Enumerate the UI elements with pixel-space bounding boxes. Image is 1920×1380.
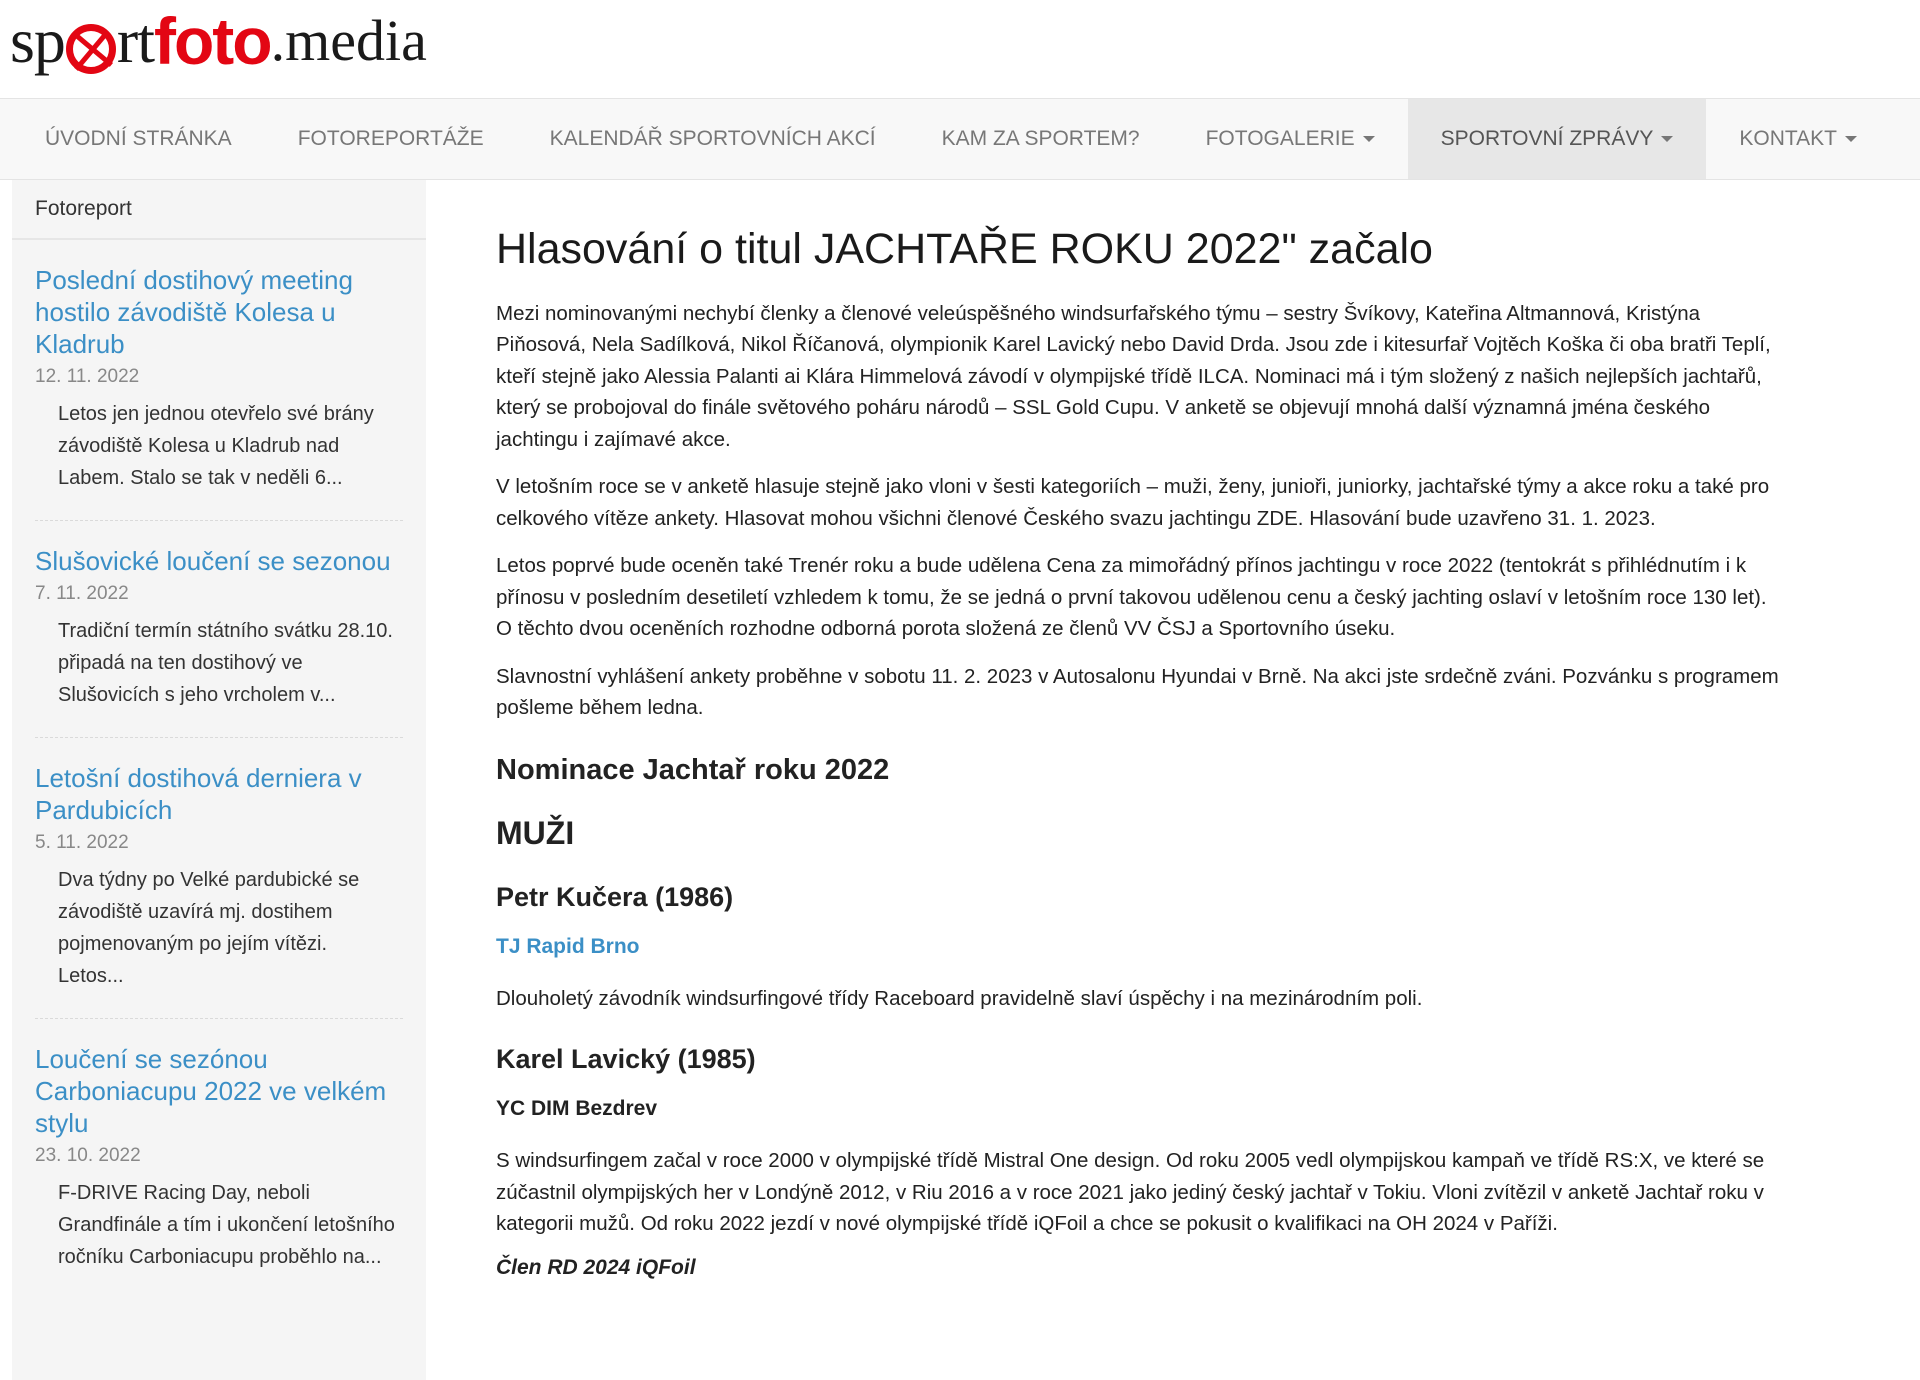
sidebar-article-date: 23. 10. 2022 [35, 1145, 141, 1166]
caret-down-icon [1363, 136, 1375, 142]
sidebar-article [35, 240, 403, 521]
article-paragraph: Mezi nominovanými nechybí členky a členové veleúspěšného windsurfařského týmu – sestry Švíkovy, Kateřina Altmannová, Kristýna Piňosová, Nela Sadílková, Nikol Říčanová, olympionik Karel Lavický nebo David Drda. Jsou zde i kitesurfař Vojtěch Koška či oba bratři Teplí, kteří stejně jako Alessia Palanti ai Klára Himmelová závodí v olympijské třídě ILCA. Nominaci má i tým složený z našich nejlepších jachtařů, který se probojoval do finále světového poháru národů – SSL Gold Cupu. V anketě se objevují mnohá další významná jména českého jachtingu i zajímavé akce. [496, 301, 1771, 451]
nav-item-home[interactable] [12, 99, 265, 179]
sidebar-article-excerpt: F-DRIVE Racing Day, neboli Grandfinále a tím i ukončení letošního ročníku Carboniacupu proběhlo na... [58, 1182, 395, 1268]
sidebar-article-date: 7. 11. 2022 [35, 583, 129, 604]
sidebar-article-excerpt: Letos jen jednou otevřelo své brány závodiště Kolesa u Kladrub nad Labem. Stalo se tak v neděli 6... [58, 403, 374, 489]
sidebar-article-title-link[interactable]: Loučení se sezónou Carboniacupu 2022 ve velkém stylu [35, 1044, 387, 1138]
sidebar-article-title-link[interactable]: Slušovické loučení se sezonou [35, 546, 391, 576]
nominee-club: YC DIM Bezdrev [496, 1097, 658, 1121]
caret-down-icon [1845, 136, 1857, 142]
nav-label: FOTOGALERIE [1205, 127, 1355, 150]
category-heading: MUŽI [496, 814, 575, 851]
sidebar-article-list [12, 240, 426, 1299]
article-paragraph: Slavnostní vyhlášení ankety proběhne v sobotu 11. 2. 2023 v Autosalonu Hyundai v Brně. Na akci jste srdečně zváni. Pozvánku s programem pošleme během ledna. [496, 664, 1779, 720]
sidebar-article-title-link[interactable]: Letošní dostihová derniera v Pardubicích [35, 763, 362, 825]
sidebar-article [35, 521, 403, 738]
article [426, 180, 1786, 1380]
sidebar-heading: Fotoreport [12, 180, 426, 240]
nominee-club-link[interactable]: TJ Rapid Brno [496, 934, 640, 958]
site-logo[interactable] [10, 0, 578, 82]
sidebar [12, 180, 426, 1380]
caret-down-icon [1661, 136, 1673, 142]
logo-text-media: .media [270, 8, 427, 73]
nav-label: ÚVODNÍ STRÁNKA [45, 127, 232, 150]
nominee-note: Člen RD 2024 iQFoil [496, 1255, 696, 1279]
sidebar-article [35, 738, 403, 1019]
article-title: Hlasování o titul JACHTAŘE ROKU 2022" začalo [496, 225, 1433, 273]
nav-label: FOTOREPORTÁŽE [297, 127, 484, 150]
nav-item-contact[interactable] [1706, 99, 1890, 179]
logo-text-foto: foto [154, 4, 271, 78]
nav-label: KALENDÁŘ SPORTOVNÍCH AKCÍ [549, 127, 876, 150]
nominee-name: Karel Lavický (1985) [496, 1044, 756, 1075]
nav-label: KONTAKT [1739, 127, 1837, 150]
content-area [0, 180, 1920, 1380]
site-header [0, 0, 1920, 98]
nav-item-sports-news[interactable] [1408, 99, 1707, 179]
nominations-heading: Nominace Jachtař roku 2022 [496, 753, 890, 786]
nominee-description: S windsurfingem začal v roce 2000 v olympijské třídě Mistral One design. Od roku 2005 vedl olympijskou kampaň ve třídě RS:X, ve které se zúčastnil olympijských her v Londýně 2012, v Riu 2016 a v roce 2021 jako jediný český jachtař v Tokiu. Vloni zvítězil v anketě Jachtař roku v kategorii mužů. Od roku 2022 jezdí v nové olympijské třídě iQFoil a chce se pokusit o kvalifikaci na OH 2024 v Paříži. [496, 1149, 1765, 1236]
nav-item-calendar[interactable] [517, 99, 909, 179]
nominee-name: Petr Kučera (1986) [496, 881, 734, 912]
camera-aperture-icon [66, 24, 116, 74]
logo-text-rt: rt [116, 5, 154, 76]
sidebar-article-excerpt: Dva týdny po Velké pardubické se závodiště uzavírá mj. dostihem pojmenovaným po jejím vítězi. Letos... [58, 869, 360, 987]
nav-label: KAM ZA SPORTEM? [941, 127, 1140, 150]
sidebar-article-date: 12. 11. 2022 [35, 366, 140, 387]
logo-text-sp: sp [10, 5, 65, 76]
nav-label: SPORTOVNÍ ZPRÁVY [1440, 127, 1654, 150]
nav-item-photoreports[interactable] [265, 99, 517, 179]
nominee-description: Dlouholetý závodník windsurfingové třídy Raceboard pravidelně slaví úspěchy i na mezinárodním poli. [496, 986, 1423, 1010]
nav-item-where-to-sport[interactable] [909, 99, 1173, 179]
article-paragraph: V letošním roce se v anketě hlasuje stejně jako vloni v šesti kategoriích – muži, ženy, junioři, juniorky, jachtařské týmy a akce roku a také pro celkového vítěze ankety. Hlasovat mohou všichni členové Českého svazu jachtingu ZDE. Hlasování bude uzavřeno 31. 1. 2023. [496, 475, 1770, 530]
sidebar-article [35, 1019, 403, 1299]
main-navigation [0, 98, 1920, 180]
nav-item-photogallery[interactable] [1173, 99, 1408, 179]
article-paragraph: Letos poprvé bude oceněn také Trenér roku a bude udělena Cena za mimořádný přínos jachtingu v roce 2022 (tentokrát s přihlédnutím i k přínosu v posledním desetiletí vzhledem k tomu, že se jedná o první takovou udělenou cenu a český jachting oslaví v letošním roce 130 let). O těchto dvou oceněních rozhodne odborná porota složená ze členů VV ČSJ a Sportovního úseku. [496, 554, 1767, 641]
sidebar-article-title-link[interactable]: Poslední dostihový meeting hostilo závodiště Kolesa u Kladrub [35, 265, 353, 359]
sidebar-article-excerpt: Tradiční termín státního svátku 28.10. připadá na ten dostihový ve Slušovicích s jeho vrcholem v... [58, 620, 393, 706]
sidebar-article-date: 5. 11. 2022 [35, 832, 129, 853]
